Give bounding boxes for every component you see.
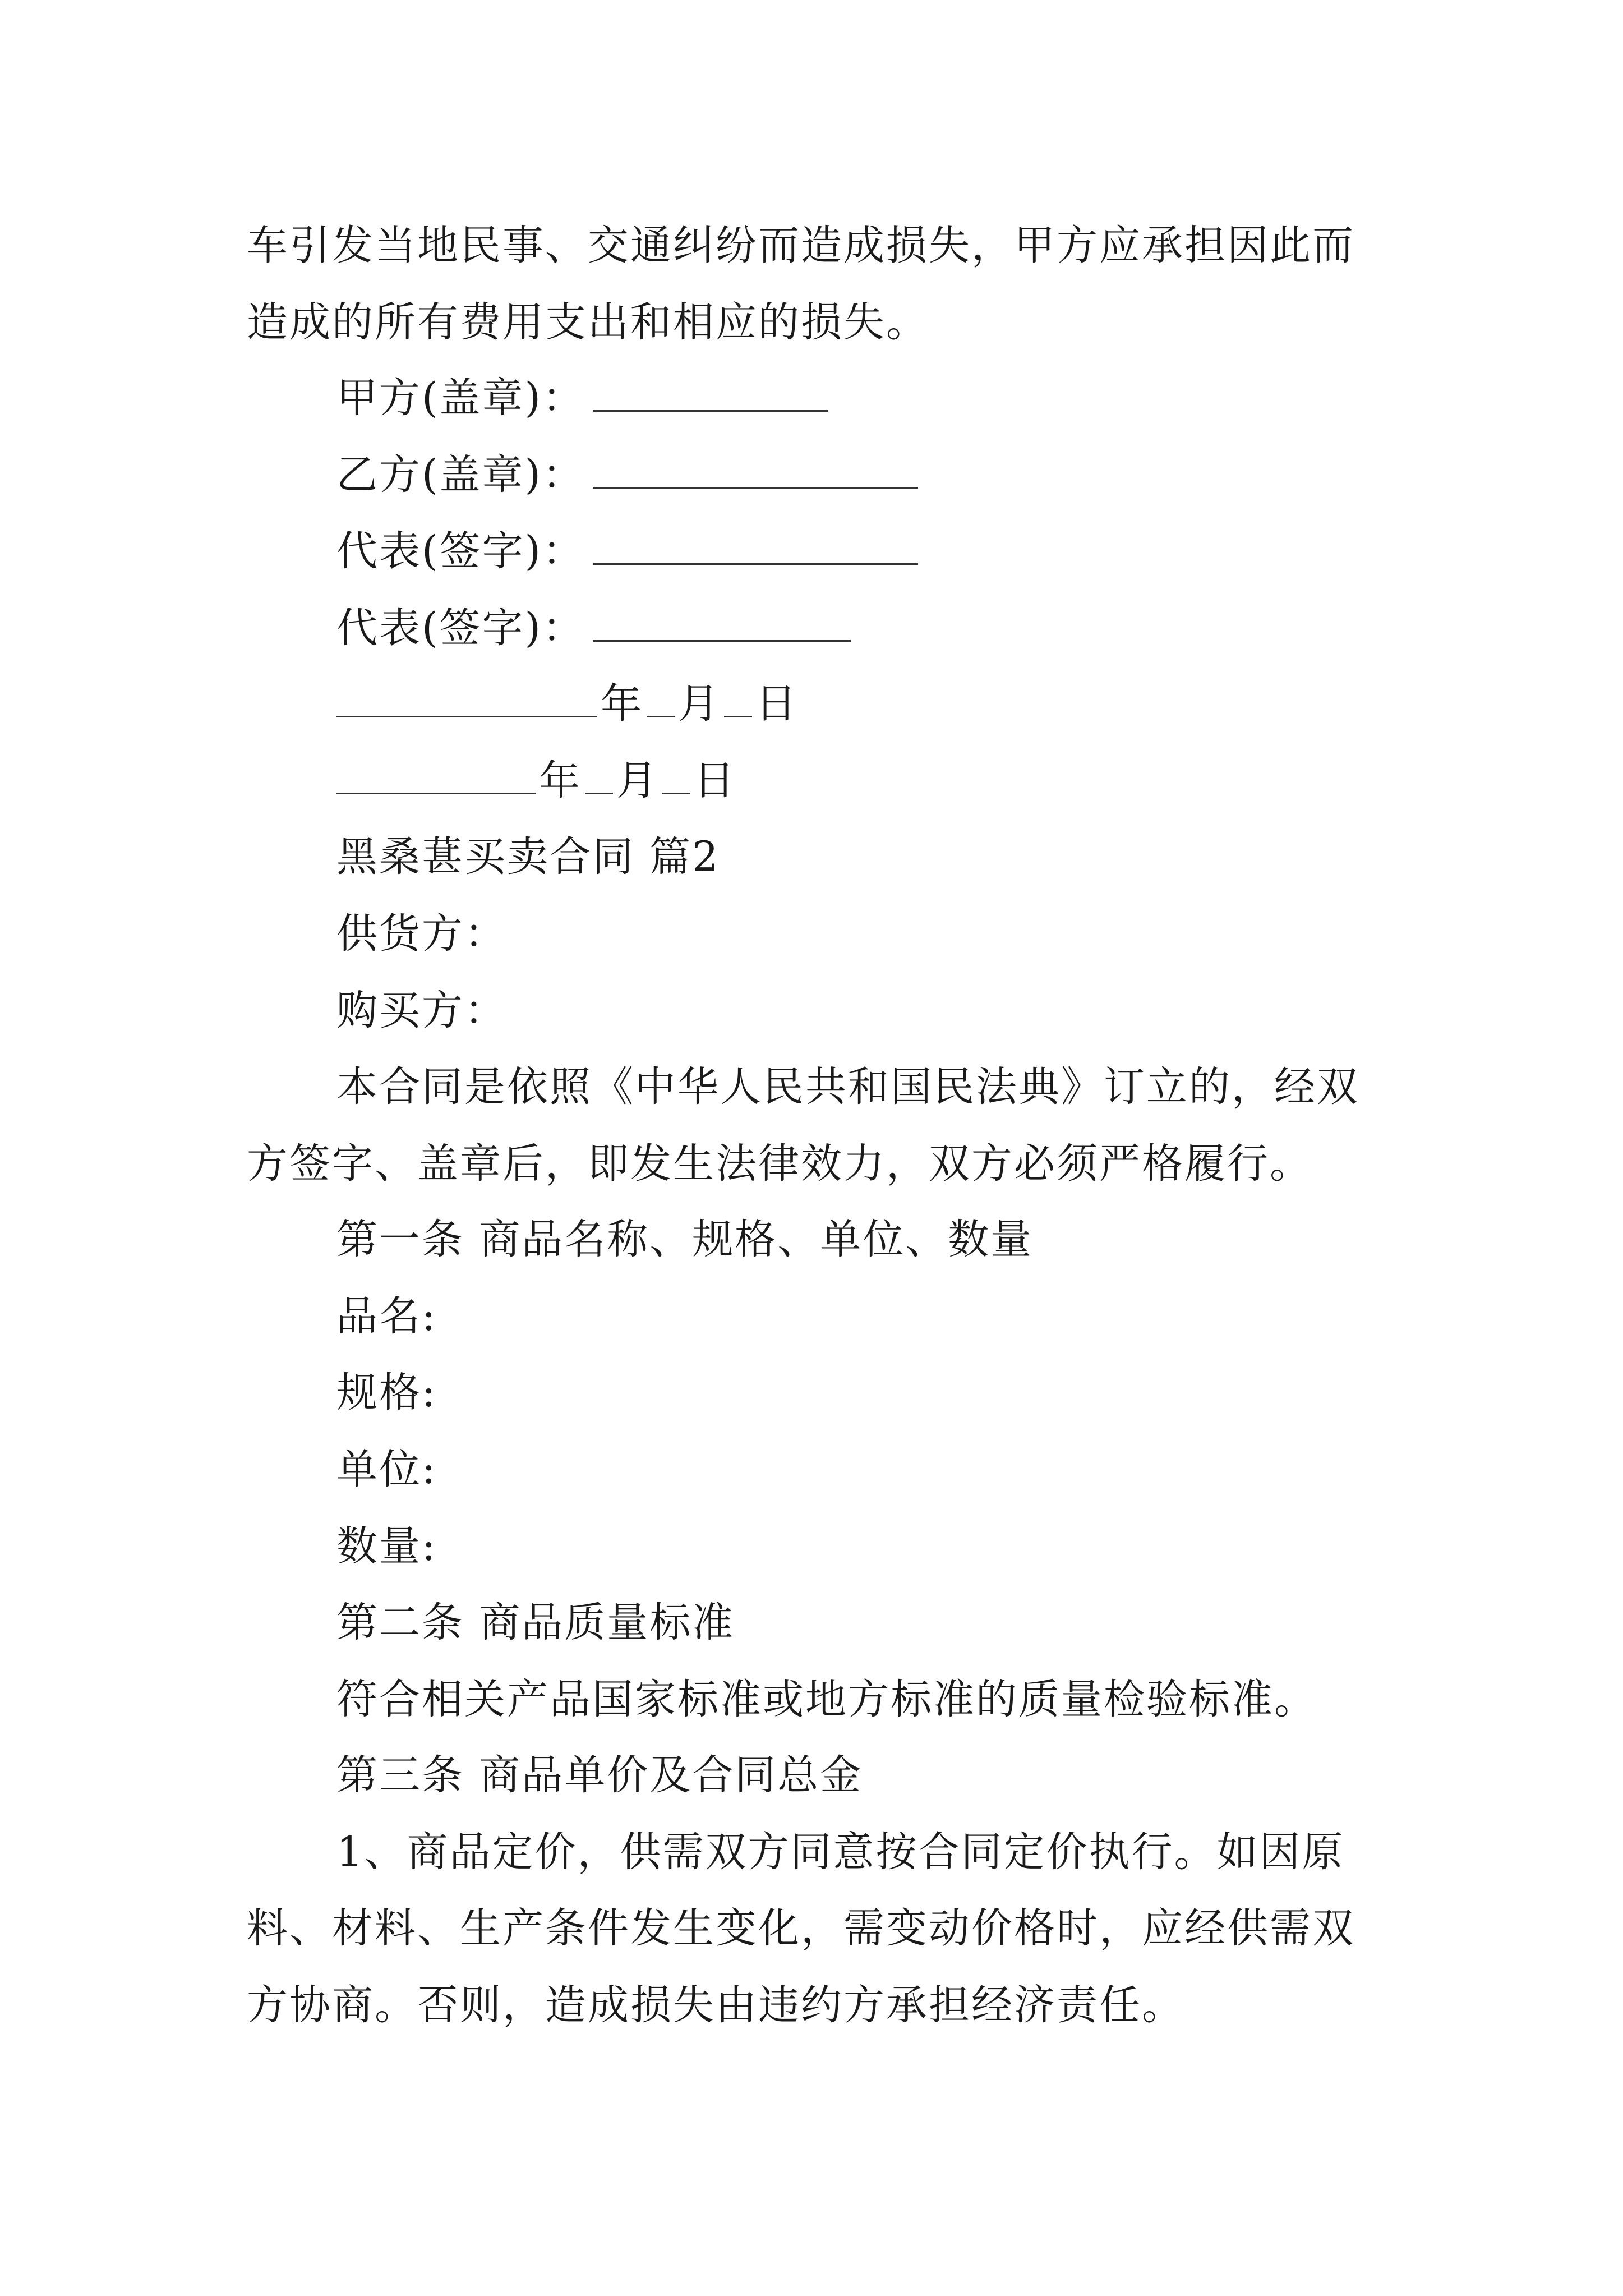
party-a-blank	[593, 375, 828, 412]
rep-2-label: 代表(签字)：	[336, 604, 585, 652]
party-b-label: 乙方(盖章)：	[336, 451, 585, 499]
day-label: 日	[694, 757, 736, 804]
signature-party-a	[336, 370, 828, 426]
year-label: 年	[539, 757, 582, 804]
rep-1-label: 代表(签字)：	[336, 527, 585, 575]
day-label: 日	[755, 680, 798, 728]
paragraph-line: 1、商品定价，供需双方同意按合同定价执行。如因原	[336, 1828, 1345, 1876]
month-blank	[647, 681, 675, 717]
date-line-1	[336, 676, 798, 732]
year-label: 年	[601, 680, 643, 728]
paragraph-line: 方协商。否则，造成损失由违约方承担经济责任。	[247, 1981, 1184, 2029]
paragraph-line: 料、材料、生产条件发生变化，需变动价格时，应经供需双	[247, 1904, 1355, 1952]
paragraph-line: 造成的所有费用支出和相应的损失。	[247, 298, 929, 346]
paragraph-line: 车引发当地民事、交通纠纷而造成损失，甲方应承担因此而	[247, 222, 1355, 269]
rep-1-blank	[593, 528, 918, 565]
date-2-blank	[336, 758, 536, 794]
party-a-label: 甲方(盖章)：	[336, 374, 585, 422]
date-1-blank	[336, 681, 597, 717]
month-label: 月	[616, 757, 659, 804]
party-b-blank	[593, 452, 918, 489]
field-qty: 数量:	[336, 1522, 437, 1570]
signature-rep-1	[336, 523, 918, 579]
article-heading: 第二条 商品质量标准	[336, 1599, 735, 1646]
paragraph-line: 本合同是依照《中华人民共和国民法典》订立的，经双	[336, 1063, 1359, 1111]
supplier-label: 供货方：	[336, 910, 507, 958]
buyer-label: 购买方：	[336, 987, 507, 1034]
field-name: 品名:	[336, 1292, 437, 1340]
paragraph-line: 符合相关产品国家标准或地方标准的质量检验标准。	[336, 1676, 1317, 1723]
month-label: 月	[678, 680, 721, 728]
article-heading: 第一条 商品名称、规格、单位、数量	[336, 1216, 1034, 1263]
rep-2-blank	[593, 605, 851, 642]
date-line-2	[336, 753, 736, 809]
signature-rep-2	[336, 600, 851, 656]
field-spec: 规格:	[336, 1369, 437, 1416]
day-blank	[724, 681, 752, 717]
paragraph-line: 方签字、盖章后，即发生法律效力，双方必须严格履行。	[247, 1140, 1312, 1188]
month-blank	[585, 758, 613, 794]
section-title: 黑桑葚买卖合同 篇2	[336, 833, 720, 881]
signature-party-b	[336, 447, 918, 503]
field-unit: 单位:	[336, 1446, 437, 1493]
day-blank	[662, 758, 690, 794]
article-heading: 第三条 商品单价及合同总金	[336, 1751, 863, 1799]
